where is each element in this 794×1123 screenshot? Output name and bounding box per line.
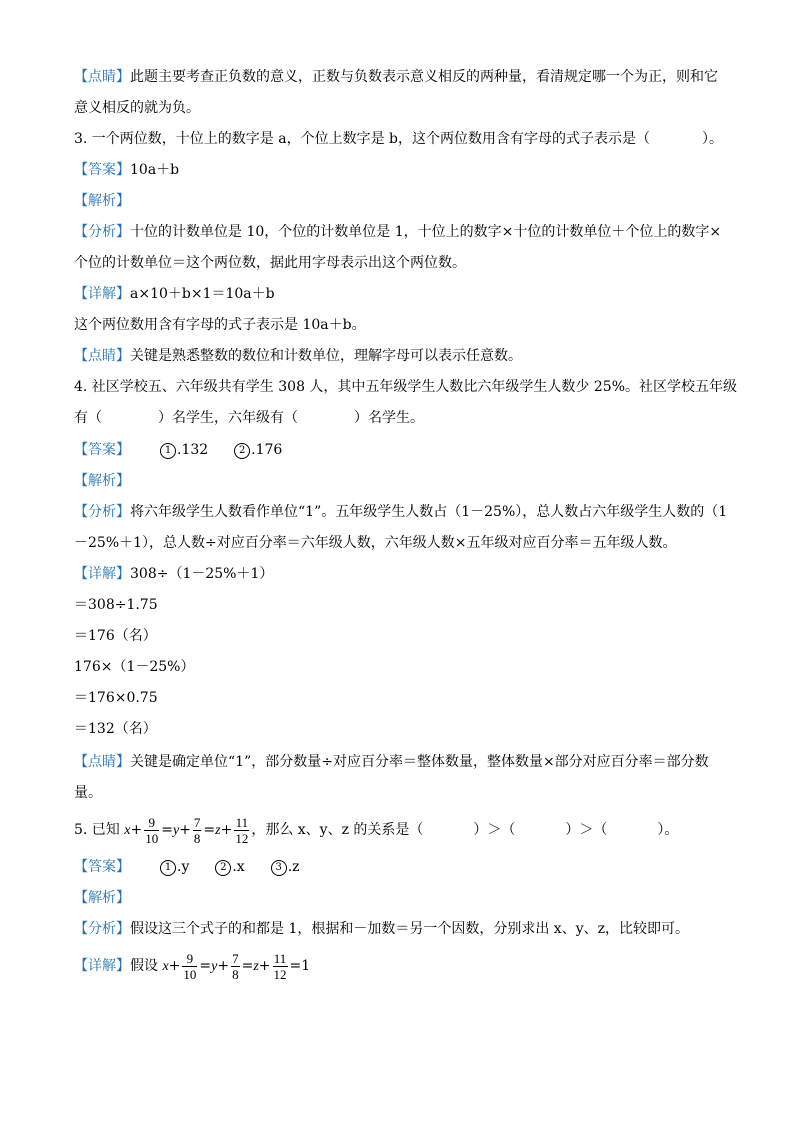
frac-denominator: 10	[183, 966, 197, 982]
q4-xiangjie	[74, 564, 273, 584]
fenxi-tag: 【分析】	[74, 504, 130, 520]
q5-fenxi-text: 假设这三个式子的和都是 1，根据和－加数＝另一个因数，分别求出 x、y、z，比较即可。	[130, 921, 689, 937]
q4-answer	[74, 440, 282, 460]
var-z: z	[215, 823, 221, 838]
q3-fenxi-text-2: 个位的计数单位＝这个两位数，据此用字母表示出这个两位数。	[74, 255, 466, 271]
q3-dianjing	[74, 346, 522, 366]
q4-dianjing-1	[74, 752, 709, 772]
answer-mark-3: 3	[271, 860, 287, 876]
frac-numerator: 7	[232, 950, 239, 966]
plus-sign: +	[217, 958, 230, 974]
q2-dianjing-text-1: 此题主要考查正负数的意义，正数与负数表示意义相反的两种量，看清规定哪一个为正，则和它	[130, 69, 718, 85]
q4-step-line-6	[74, 719, 157, 739]
q3-xiangjie-text: a×10＋b×1＝10a＋b	[130, 286, 275, 302]
q5-xiangjie-prefix: 假设	[130, 958, 158, 974]
answer-mark-2: 2	[234, 443, 250, 459]
frac-denominator: 10	[145, 830, 159, 846]
q3-conclusion-text: 这个两位数用含有字母的式子表示是 10a＋b。	[74, 317, 366, 333]
var-y: y	[172, 823, 180, 838]
jiexi-tag: 【解析】	[74, 193, 130, 209]
q5-xiangjie	[74, 948, 310, 985]
frac-numerator: 11	[273, 950, 287, 966]
plus-sign: +	[258, 958, 271, 974]
q5-fenxi	[74, 919, 689, 939]
equals-sign: =	[203, 822, 216, 838]
q4-step-4: 176×（1－25%）	[74, 659, 195, 675]
answer-mark-1: 1	[160, 860, 176, 876]
q5-answer-3: .z	[287, 859, 300, 875]
q4-step-6: ＝132（名）	[74, 721, 157, 737]
xiangjie-tag: 【详解】	[74, 566, 130, 582]
q3-answer-value: 10a＋b	[130, 162, 180, 178]
q4-answer-1: .132	[177, 442, 209, 458]
q4-step-1: 308÷（1－25%＋1）	[130, 566, 274, 582]
frac-numerator: 11	[235, 814, 249, 830]
q3-jiexi	[74, 191, 130, 211]
fraction-11-12	[234, 815, 249, 846]
q4-fenxi-1	[74, 502, 727, 522]
fenxi-tag: 【分析】	[74, 224, 130, 240]
q5-stem	[74, 812, 678, 849]
var-z: z	[253, 959, 259, 974]
q5-answer-2: .x	[232, 859, 245, 875]
q5-gt-2: ）＞（	[565, 822, 608, 838]
answer-tag: 【答案】	[74, 162, 130, 178]
jiexi-tag: 【解析】	[74, 473, 130, 489]
q3-fenxi-1	[74, 222, 721, 242]
frac-denominator: 12	[235, 830, 249, 846]
plus-sign: +	[220, 822, 233, 838]
q4-dianjing-text-1: 关键是确定单位“1”，部分数量÷对应百分率＝整体数量，整体数量×部分对应百分率＝部分数	[130, 754, 709, 770]
answer-mark-2: 2	[215, 860, 231, 876]
q2-dianjing-line-2	[74, 98, 200, 118]
q4-dianjing-text-2: 量。	[74, 785, 102, 801]
fraction-9-10	[144, 815, 159, 846]
q4-step-line-4	[74, 657, 194, 677]
dianjing-tag: 【点睛】	[74, 69, 130, 85]
q5-answer	[74, 857, 300, 877]
q3-stem	[74, 129, 723, 149]
q3-conclusion	[74, 315, 366, 335]
xiangjie-tag: 【详解】	[74, 958, 130, 974]
var-x: x	[124, 823, 131, 838]
equals-sign: =	[289, 958, 302, 974]
q5-stem-prefix: 5. 已知	[74, 822, 120, 838]
answer-tag: 【答案】	[74, 859, 130, 875]
fraction-7-8	[193, 815, 202, 846]
dianjing-tag: 【点睛】	[74, 754, 130, 770]
q3-answer	[74, 160, 179, 180]
q2-dianjing-text-2: 意义相反的就为负。	[74, 100, 200, 116]
frac-numerator: 9	[144, 815, 159, 831]
plus-sign: +	[130, 822, 143, 838]
answer-tag: 【答案】	[74, 442, 130, 458]
q2-dianjing-line-1	[74, 67, 718, 87]
q3-fenxi-2	[74, 253, 466, 273]
jiexi-tag: 【解析】	[74, 890, 130, 906]
q4-dianjing-2	[74, 783, 102, 803]
equals-sign: =	[241, 958, 254, 974]
plus-sign: +	[168, 958, 181, 974]
fraction-11-12	[273, 951, 288, 982]
var-x: x	[162, 959, 169, 974]
plus-sign: +	[179, 822, 191, 838]
frac-denominator: 8	[232, 966, 239, 982]
q4-step-3: ＝176（名）	[74, 628, 157, 644]
frac-numerator: 9	[182, 951, 197, 967]
q5-stem-mid: ，那么 x、y、z 的关系是（	[251, 822, 424, 838]
q5-stem-end: ）。	[657, 822, 679, 838]
dianjing-tag: 【点睛】	[74, 348, 130, 364]
q4-step-2: ＝308÷1.75	[74, 597, 158, 613]
q4-step-5: ＝176×0.75	[74, 690, 158, 706]
answer-mark-1: 1	[160, 443, 176, 459]
equals-sign: =	[161, 822, 173, 838]
fraction-9-10	[182, 951, 197, 982]
q4-step-line-2	[74, 595, 158, 615]
var-y: y	[211, 959, 218, 974]
q4-fenxi-text-2: －25%＋1），总人数÷对应百分率＝六年级人数，六年级人数×五年级对应百分率＝五年级人数。	[74, 535, 677, 551]
q4-stem-text-2a: 有（	[74, 410, 102, 426]
q3-fenxi-text-1: 十位的计数单位是 10，个位的计数单位是 1，十位上的数字×十位的计数单位＋个位上的数字×	[130, 224, 722, 240]
equals-sign: =	[199, 958, 212, 974]
fraction-7-8	[231, 951, 240, 982]
q4-stem-text-1: 4. 社区学校五、六年级共有学生 308 人，其中五年级学生人数比六年级学生人数少 25%。社区学校五年级	[74, 379, 737, 395]
q3-xiangjie	[74, 284, 275, 304]
q3-stem-close: ）。	[702, 131, 724, 147]
fenxi-tag: 【分析】	[74, 921, 130, 937]
q3-stem-text: 3. 一个两位数，十位上的数字是 a，个位上数字是 b，这个两位数用含有字母的式子表示是（	[74, 131, 651, 147]
frac-denominator: 12	[273, 966, 287, 982]
q5-jiexi	[74, 888, 130, 908]
q4-stem-text-2b: ）名学生，六年级有（	[158, 410, 298, 426]
q4-stem-text-2c: ）名学生。	[354, 410, 424, 426]
q4-stem-1	[74, 377, 737, 397]
q4-answer-2: .176	[251, 442, 283, 458]
q5-answer-1: .y	[177, 859, 190, 875]
q4-step-line-3	[74, 626, 157, 646]
frac-numerator: 7	[193, 814, 201, 830]
q5-gt-1: ）＞（	[473, 822, 516, 838]
q5-xiangjie-result: 1	[301, 958, 311, 974]
q4-stem-2	[74, 408, 424, 428]
q3-dianjing-text: 关键是熟悉整数的数位和计数单位，理解字母可以表示任意数。	[130, 348, 522, 364]
xiangjie-tag: 【详解】	[74, 286, 130, 302]
q4-fenxi-text-1: 将六年级学生人数看作单位“1”。五年级学生人数占（1－25%），总人数占六年级学生人数的（1	[130, 504, 728, 520]
q4-jiexi	[74, 471, 130, 491]
q4-fenxi-2	[74, 533, 676, 553]
frac-denominator: 8	[193, 830, 201, 846]
q4-step-line-5	[74, 688, 158, 708]
